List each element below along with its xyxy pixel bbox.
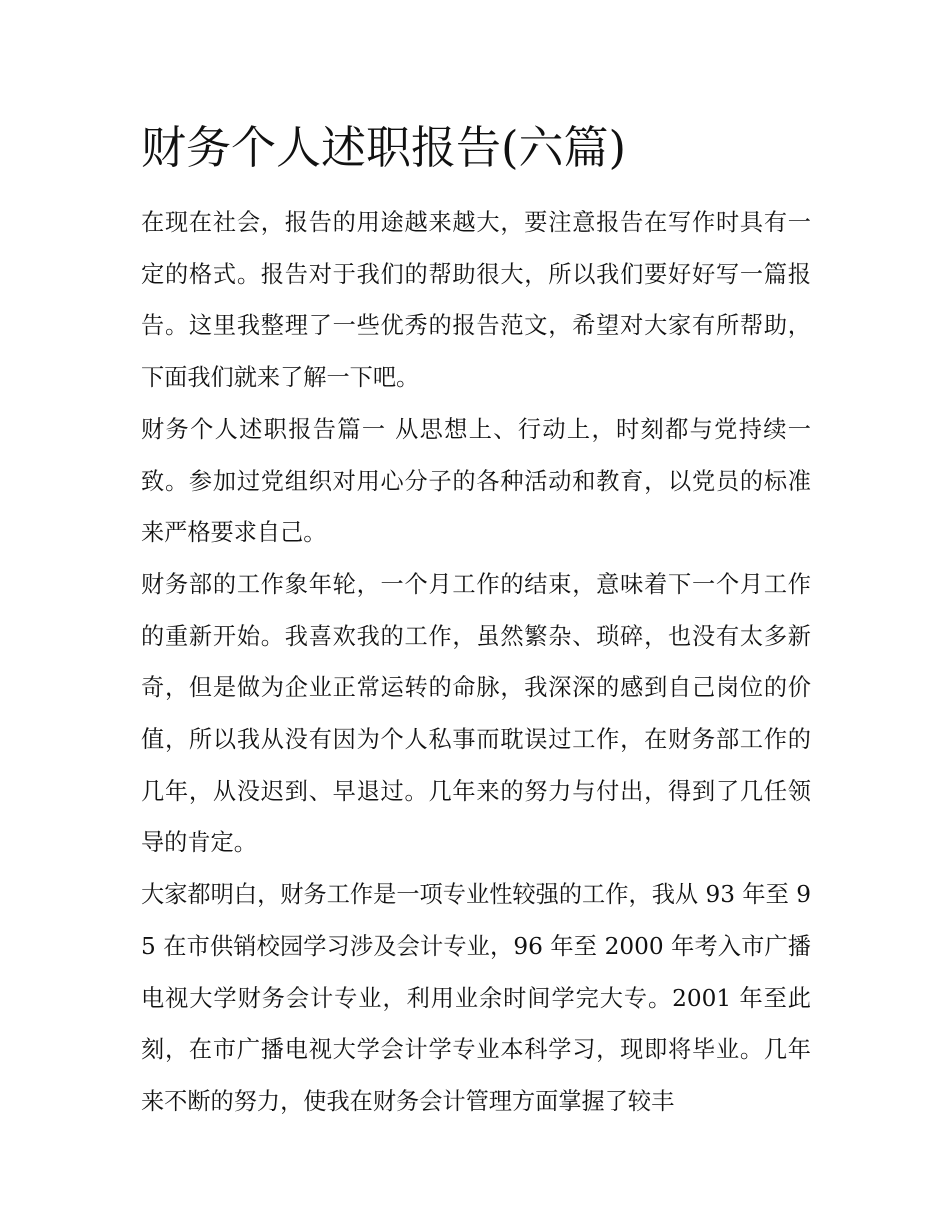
paragraph-education: 大家都明白，财务工作是一项专业性较强的工作，我从 93 年至 95 在市供销校园学习涉及会计专业，96 年至 2000 年考入市广播电视大学财务会计专业，利用业余时间学完大专。2001 年至此刻，在市广播电视大学会计学专业本科学习，现即将毕业。几年来不断的努力，使我在财务会计管理方面掌握了较丰 [141, 881, 811, 1115]
paragraph-intro: 在现在社会，报告的用途越来越大，要注意报告在写作时具有一定的格式。报告对于我们的帮助很大，所以我们要好好写一篇报告。这里我整理了一些优秀的报告范文，希望对大家有所帮助，下面我们就来了解一下吧。 [141, 209, 811, 392]
document-title: 财务个人述职报告(六篇) [141, 121, 627, 174]
paragraph-thought-action: 财务个人述职报告篇一 从思想上、行动上，时刻都与党持续一致。参加过党组织对用心分子的各种活动和教育，以党员的标准来严格要求自己。 [141, 415, 811, 547]
paragraph-finance-work: 财务部的工作象年轮，一个月工作的结束，意味着下一个月工作的重新开始。我喜欢我的工作，虽然繁杂、琐碎，也没有太多新奇，但是做为企业正常运转的命脉，我深深的感到自己岗位的价值，所以我从没有因为个人私事而耽误过工作，在财务部工作的几年，从没迟到、早退过。几年来的努力与付出，得到了几任领导的肯定。 [141, 570, 811, 857]
document-body [141, 197, 811, 1128]
